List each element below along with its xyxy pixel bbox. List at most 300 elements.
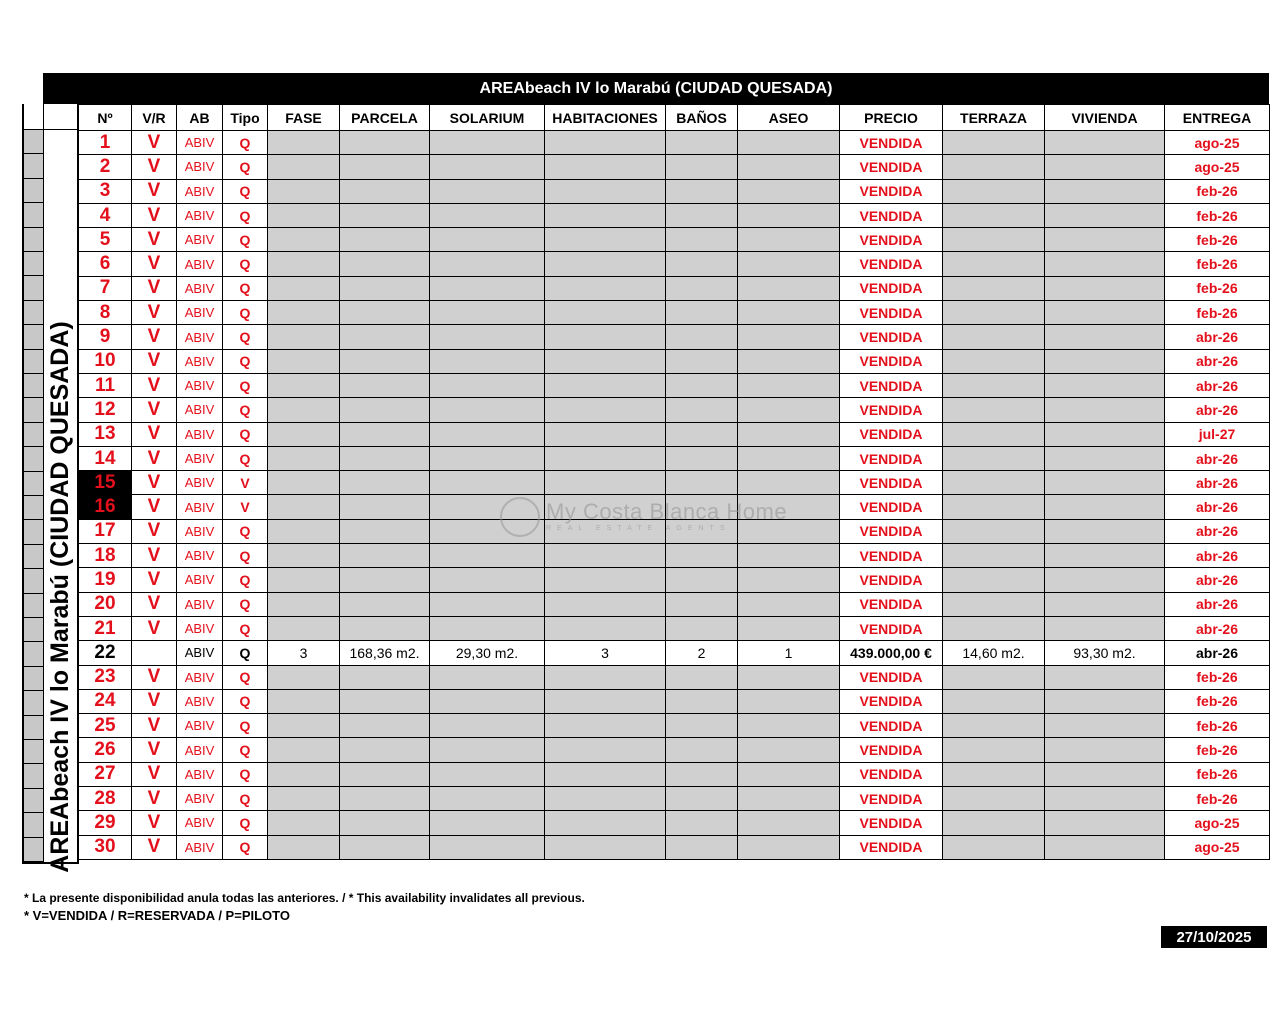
cell-precio: VENDIDA: [840, 787, 943, 811]
cell-vivienda: [1045, 835, 1165, 859]
cell-terraza: [943, 519, 1045, 543]
table-row: [79, 471, 1270, 495]
cell-tipo: Q: [223, 835, 268, 859]
cell-entrega: abr-26: [1165, 568, 1270, 592]
cell-fase: [268, 811, 340, 835]
strip-marker-cell: [24, 203, 44, 227]
cell-ab: ABIV: [177, 179, 223, 203]
cell-banos: [666, 155, 738, 179]
cell-precio: VENDIDA: [840, 544, 943, 568]
cell-banos: [666, 252, 738, 276]
cell-terraza: [943, 592, 1045, 616]
cell-vr: V: [132, 616, 177, 640]
cell-parcela: [340, 203, 430, 227]
cell-solarium: [430, 495, 545, 519]
cell-num: 29: [79, 811, 132, 835]
cell-ab: ABIV: [177, 835, 223, 859]
cell-vr: V: [132, 179, 177, 203]
cell-aseo: [738, 762, 840, 786]
strip-marker-cell: [24, 228, 44, 252]
cell-vr: V: [132, 373, 177, 397]
strip-marker-cell: [24, 325, 44, 349]
table-row: [79, 738, 1270, 762]
cell-precio: VENDIDA: [840, 228, 943, 252]
cell-precio: VENDIDA: [840, 179, 943, 203]
cell-vivienda: [1045, 738, 1165, 762]
cell-precio: VENDIDA: [840, 616, 943, 640]
cell-precio: VENDIDA: [840, 592, 943, 616]
cell-ab: ABIV: [177, 544, 223, 568]
cell-aseo: [738, 252, 840, 276]
strip-marker-cell: [24, 423, 44, 447]
cell-vr: V: [132, 762, 177, 786]
cell-entrega: ago-25: [1165, 131, 1270, 155]
cell-terraza: [943, 179, 1045, 203]
cell-terraza: [943, 495, 1045, 519]
cell-entrega: feb-26: [1165, 714, 1270, 738]
cell-fase: [268, 203, 340, 227]
strip-marker-cell: [24, 618, 44, 642]
cell-habitaciones: [545, 787, 666, 811]
cell-precio: VENDIDA: [840, 155, 943, 179]
cell-terraza: [943, 373, 1045, 397]
strip-marker-cell: [24, 569, 44, 593]
cell-parcela: [340, 787, 430, 811]
strip-marker-cell: [24, 447, 44, 471]
cell-tipo: Q: [223, 349, 268, 373]
table-row: [79, 228, 1270, 252]
cell-num: 18: [79, 544, 132, 568]
cell-entrega: feb-26: [1165, 665, 1270, 689]
cell-ab: ABIV: [177, 592, 223, 616]
cell-entrega: abr-26: [1165, 592, 1270, 616]
cell-parcela: [340, 592, 430, 616]
table-row: [79, 835, 1270, 859]
cell-habitaciones: [545, 762, 666, 786]
table-row: [79, 641, 1270, 665]
cell-vr: V: [132, 519, 177, 543]
cell-banos: [666, 544, 738, 568]
cell-vivienda: [1045, 787, 1165, 811]
cell-aseo: [738, 714, 840, 738]
row-marker-strip: [22, 104, 44, 864]
cell-num: 4: [79, 203, 132, 227]
cell-entrega: abr-26: [1165, 398, 1270, 422]
cell-solarium: [430, 179, 545, 203]
table-row: [79, 762, 1270, 786]
cell-entrega: ago-25: [1165, 811, 1270, 835]
cell-vivienda: [1045, 811, 1165, 835]
strip-marker-cell: [24, 642, 44, 666]
cell-num: 17: [79, 519, 132, 543]
cell-banos: [666, 325, 738, 349]
cell-vr: V: [132, 738, 177, 762]
cell-habitaciones: [545, 252, 666, 276]
cell-fase: [268, 325, 340, 349]
cell-fase: [268, 495, 340, 519]
cell-terraza: [943, 422, 1045, 446]
cell-vr: V: [132, 544, 177, 568]
cell-vivienda: [1045, 422, 1165, 446]
cell-solarium: [430, 446, 545, 470]
footnotes: [24, 890, 585, 924]
cell-solarium: [430, 228, 545, 252]
column-header-solarium: SOLARIUM: [430, 105, 545, 131]
cell-vr: V: [132, 422, 177, 446]
cell-solarium: [430, 738, 545, 762]
table-row: [79, 787, 1270, 811]
cell-fase: [268, 689, 340, 713]
cell-fase: [268, 471, 340, 495]
cell-banos: [666, 762, 738, 786]
cell-parcela: [340, 714, 430, 738]
cell-fase: [268, 738, 340, 762]
cell-ab: ABIV: [177, 325, 223, 349]
cell-ab: ABIV: [177, 738, 223, 762]
cell-entrega: feb-26: [1165, 179, 1270, 203]
cell-tipo: V: [223, 495, 268, 519]
cell-parcela: [340, 519, 430, 543]
cell-solarium: [430, 155, 545, 179]
cell-vr: V: [132, 398, 177, 422]
cell-ab: ABIV: [177, 762, 223, 786]
cell-ab: ABIV: [177, 689, 223, 713]
strip-marker-cell: [24, 374, 44, 398]
cell-solarium: [430, 373, 545, 397]
cell-num: 16: [79, 495, 132, 519]
column-header-aseo: ASEO: [738, 105, 840, 131]
watermark-brand: My Costa Blanca Home: [546, 499, 788, 524]
table-row: [79, 203, 1270, 227]
column-header-vr: V/R: [132, 105, 177, 131]
cell-fase: [268, 301, 340, 325]
table-row: [79, 155, 1270, 179]
cell-aseo: [738, 422, 840, 446]
cell-vr: V: [132, 349, 177, 373]
cell-tipo: Q: [223, 787, 268, 811]
cell-vr: V: [132, 689, 177, 713]
cell-terraza: [943, 835, 1045, 859]
cell-terraza: [943, 471, 1045, 495]
cell-fase: [268, 349, 340, 373]
cell-vivienda: [1045, 616, 1165, 640]
cell-banos: [666, 131, 738, 155]
cell-solarium: [430, 325, 545, 349]
cell-ab: ABIV: [177, 495, 223, 519]
cell-parcela: [340, 301, 430, 325]
footnote-legend: * V=VENDIDA / R=RESERVADA / P=PILOTO: [24, 908, 290, 923]
cell-tipo: Q: [223, 446, 268, 470]
cell-aseo: [738, 228, 840, 252]
cell-ab: ABIV: [177, 616, 223, 640]
cell-parcela: [340, 495, 430, 519]
cell-parcela: 168,36 m2.: [340, 641, 430, 665]
cell-ab: ABIV: [177, 276, 223, 300]
cell-tipo: Q: [223, 325, 268, 349]
cell-banos: [666, 422, 738, 446]
cell-aseo: [738, 373, 840, 397]
cell-precio: VENDIDA: [840, 446, 943, 470]
table-row: [79, 616, 1270, 640]
cell-precio: VENDIDA: [840, 422, 943, 446]
units-table: [78, 104, 1270, 860]
strip-marker-cell: [24, 813, 44, 837]
cell-vr: V: [132, 301, 177, 325]
cell-aseo: [738, 519, 840, 543]
cell-ab: ABIV: [177, 787, 223, 811]
table-row: [79, 301, 1270, 325]
cell-precio: VENDIDA: [840, 471, 943, 495]
cell-entrega: abr-26: [1165, 544, 1270, 568]
cell-aseo: [738, 276, 840, 300]
cell-num: 27: [79, 762, 132, 786]
footnote-disclaimer: * La presente disponibilidad anula todas las anteriores. / * This availability invalidates all previous.: [24, 891, 585, 905]
cell-tipo: Q: [223, 519, 268, 543]
cell-precio: VENDIDA: [840, 762, 943, 786]
table-row: [79, 592, 1270, 616]
cell-parcela: [340, 276, 430, 300]
cell-solarium: [430, 811, 545, 835]
cell-aseo: [738, 471, 840, 495]
cell-aseo: [738, 446, 840, 470]
cell-num: 14: [79, 446, 132, 470]
cell-solarium: [430, 301, 545, 325]
cell-num: 12: [79, 398, 132, 422]
cell-fase: [268, 252, 340, 276]
cell-precio: VENDIDA: [840, 325, 943, 349]
cell-entrega: ago-25: [1165, 155, 1270, 179]
cell-precio: VENDIDA: [840, 811, 943, 835]
cell-entrega: abr-26: [1165, 519, 1270, 543]
strip-marker-cell: [24, 740, 44, 764]
cell-num: 15: [79, 471, 132, 495]
cell-habitaciones: [545, 325, 666, 349]
cell-banos: [666, 519, 738, 543]
cell-vivienda: [1045, 592, 1165, 616]
cell-aseo: [738, 398, 840, 422]
cell-banos: [666, 592, 738, 616]
strip-marker-cell: [24, 496, 44, 520]
column-header-fase: FASE: [268, 105, 340, 131]
strip-marker-cell: [24, 545, 44, 569]
cell-tipo: Q: [223, 811, 268, 835]
cell-aseo: [738, 835, 840, 859]
cell-fase: [268, 422, 340, 446]
cell-habitaciones: [545, 592, 666, 616]
cell-ab: ABIV: [177, 446, 223, 470]
cell-precio: VENDIDA: [840, 349, 943, 373]
cell-terraza: [943, 616, 1045, 640]
cell-entrega: abr-26: [1165, 641, 1270, 665]
strip-marker-cell: [24, 252, 44, 276]
strip-marker-cell: [24, 838, 44, 862]
table-row: [79, 689, 1270, 713]
cell-fase: [268, 398, 340, 422]
cell-banos: 2: [666, 641, 738, 665]
cell-banos: [666, 616, 738, 640]
table-row: [79, 422, 1270, 446]
strip-marker-cell: [24, 301, 44, 325]
cell-solarium: [430, 349, 545, 373]
cell-parcela: [340, 568, 430, 592]
cell-banos: [666, 276, 738, 300]
cell-tipo: Q: [223, 762, 268, 786]
cell-solarium: [430, 519, 545, 543]
cell-solarium: [430, 252, 545, 276]
cell-ab: ABIV: [177, 714, 223, 738]
table-row: [79, 544, 1270, 568]
cell-parcela: [340, 616, 430, 640]
cell-vivienda: [1045, 446, 1165, 470]
cell-parcela: [340, 252, 430, 276]
cell-habitaciones: [545, 665, 666, 689]
cell-parcela: [340, 228, 430, 252]
strip-header-cell: [24, 104, 44, 130]
cell-vr: V: [132, 252, 177, 276]
cell-aseo: [738, 131, 840, 155]
cell-parcela: [340, 373, 430, 397]
strip-marker-cell: [24, 764, 44, 788]
cell-vivienda: [1045, 398, 1165, 422]
development-label-column: [44, 104, 79, 873]
table-row: [79, 179, 1270, 203]
cell-terraza: [943, 738, 1045, 762]
column-header-ab: AB: [177, 105, 223, 131]
cell-habitaciones: [545, 519, 666, 543]
cell-num: 13: [79, 422, 132, 446]
cell-ab: ABIV: [177, 155, 223, 179]
cell-num: 2: [79, 155, 132, 179]
cell-parcela: [340, 762, 430, 786]
strip-marker-cell: [24, 520, 44, 544]
cell-fase: [268, 616, 340, 640]
cell-vr: V: [132, 811, 177, 835]
cell-num: 26: [79, 738, 132, 762]
cell-solarium: [430, 835, 545, 859]
cell-entrega: feb-26: [1165, 252, 1270, 276]
cell-habitaciones: [545, 131, 666, 155]
cell-vr: V: [132, 787, 177, 811]
cell-parcela: [340, 738, 430, 762]
cell-habitaciones: [545, 568, 666, 592]
cell-habitaciones: [545, 301, 666, 325]
cell-solarium: [430, 398, 545, 422]
table-row: [79, 349, 1270, 373]
cell-terraza: 14,60 m2.: [943, 641, 1045, 665]
cell-precio: VENDIDA: [840, 301, 943, 325]
cell-num: 21: [79, 616, 132, 640]
cell-aseo: [738, 203, 840, 227]
cell-habitaciones: [545, 203, 666, 227]
cell-vivienda: [1045, 276, 1165, 300]
cell-vivienda: [1045, 714, 1165, 738]
cell-solarium: [430, 131, 545, 155]
cell-solarium: [430, 689, 545, 713]
cell-num: 10: [79, 349, 132, 373]
cell-num: 1: [79, 131, 132, 155]
cell-aseo: [738, 592, 840, 616]
cell-vivienda: [1045, 568, 1165, 592]
cell-solarium: [430, 544, 545, 568]
strip-marker-cell: [24, 472, 44, 496]
cell-habitaciones: [545, 446, 666, 470]
strip-marker-cell: [24, 130, 44, 154]
cell-entrega: ago-25: [1165, 835, 1270, 859]
cell-vr: V: [132, 276, 177, 300]
cell-tipo: Q: [223, 398, 268, 422]
cell-ab: ABIV: [177, 228, 223, 252]
cell-entrega: feb-26: [1165, 203, 1270, 227]
cell-entrega: abr-26: [1165, 616, 1270, 640]
cell-aseo: [738, 689, 840, 713]
table-row: [79, 519, 1270, 543]
cell-parcela: [340, 422, 430, 446]
cell-habitaciones: [545, 179, 666, 203]
cell-ab: ABIV: [177, 203, 223, 227]
cell-parcela: [340, 835, 430, 859]
watermark-subtitle: REAL ESTATE AGENTS: [546, 525, 731, 532]
cell-solarium: [430, 471, 545, 495]
cell-terraza: [943, 276, 1045, 300]
cell-tipo: Q: [223, 738, 268, 762]
cell-habitaciones: [545, 228, 666, 252]
cell-precio: VENDIDA: [840, 738, 943, 762]
cell-banos: [666, 301, 738, 325]
cell-tipo: Q: [223, 422, 268, 446]
cell-num: 28: [79, 787, 132, 811]
cell-ab: ABIV: [177, 519, 223, 543]
cell-aseo: [738, 179, 840, 203]
cell-banos: [666, 689, 738, 713]
cell-banos: [666, 665, 738, 689]
cell-aseo: [738, 495, 840, 519]
cell-parcela: [340, 665, 430, 689]
cell-ab: ABIV: [177, 568, 223, 592]
cell-aseo: [738, 544, 840, 568]
cell-vivienda: [1045, 179, 1165, 203]
cell-habitaciones: 3: [545, 641, 666, 665]
cell-habitaciones: [545, 616, 666, 640]
cell-tipo: Q: [223, 373, 268, 397]
cell-precio: VENDIDA: [840, 519, 943, 543]
cell-num: 19: [79, 568, 132, 592]
cell-tipo: Q: [223, 714, 268, 738]
cell-parcela: [340, 131, 430, 155]
cell-solarium: [430, 592, 545, 616]
cell-tipo: Q: [223, 252, 268, 276]
cell-tipo: Q: [223, 665, 268, 689]
cell-terraza: [943, 544, 1045, 568]
cell-vr: V: [132, 592, 177, 616]
strip-marker-cell: [24, 667, 44, 691]
cell-vivienda: [1045, 689, 1165, 713]
cell-vivienda: [1045, 495, 1165, 519]
cell-banos: [666, 179, 738, 203]
cell-vr: V: [132, 155, 177, 179]
cell-habitaciones: [545, 714, 666, 738]
cell-banos: [666, 203, 738, 227]
cell-vr: V: [132, 203, 177, 227]
cell-parcela: [340, 446, 430, 470]
column-header-banos: BAÑOS: [666, 105, 738, 131]
cell-vivienda: [1045, 203, 1165, 227]
cell-solarium: [430, 762, 545, 786]
cell-tipo: Q: [223, 155, 268, 179]
cell-solarium: 29,30 m2.: [430, 641, 545, 665]
cell-terraza: [943, 714, 1045, 738]
cell-num: 25: [79, 714, 132, 738]
cell-aseo: [738, 665, 840, 689]
